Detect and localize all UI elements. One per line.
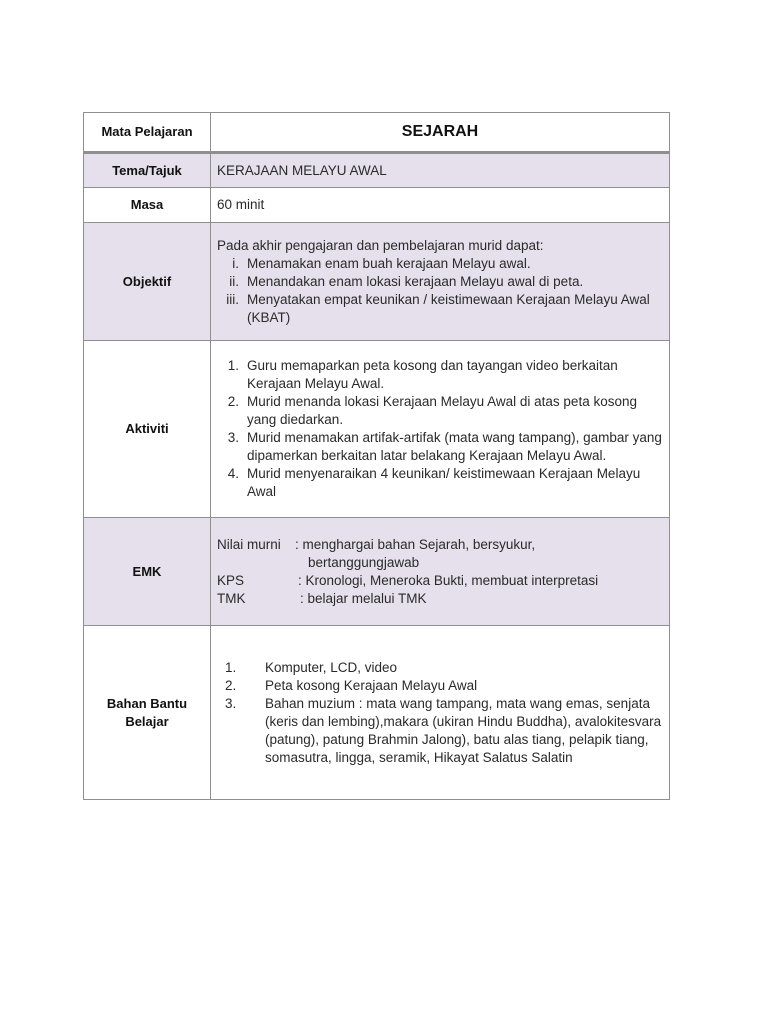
subject-value: SEJARAH xyxy=(211,113,670,153)
emk-key: TMK xyxy=(217,590,246,606)
row-theme xyxy=(84,153,670,188)
objective-intro: Pada akhir pengajaran dan pembelajaran murid dapat: xyxy=(217,237,544,253)
list-item: i. Menamakan enam buah kerajaan Melayu awal. xyxy=(232,255,531,271)
row-materials xyxy=(84,626,670,800)
list-item: 3. Bahan muzium : mata wang tampang, mata wang emas, senjata (keris dan lembing),makara (ukiran Hindu Buddha), avalokitesvara (patung), patung Brahmin Jalong), batu alas tiang, pelapik tiang, somasutra, lingga, seramik, Hikayat Salatus Salatin xyxy=(225,695,662,765)
materials-label: Bahan Bantu Belajar xyxy=(84,626,211,800)
emk-label: EMK xyxy=(84,518,211,626)
emk-key: Nilai murni xyxy=(217,536,281,552)
activity-label: Aktiviti xyxy=(84,341,211,518)
row-duration xyxy=(84,188,670,223)
list-item: 1. Komputer, LCD, video xyxy=(225,659,398,675)
row-emk xyxy=(84,518,670,626)
emk-key: KPS xyxy=(217,572,245,588)
list-item: iii. Menyatakan empat keunikan / keistimewaan Kerajaan Melayu Awal (KBAT) xyxy=(226,291,650,325)
duration-label: Masa xyxy=(84,188,211,223)
list-item: ii. Menandakan enam lokasi kerajaan Melayu awal di peta. xyxy=(229,273,584,289)
duration-value: 60 minit xyxy=(211,188,670,223)
emk-values-row xyxy=(217,536,663,554)
list-item: 2. Peta kosong Kerajaan Melayu Awal xyxy=(225,677,478,693)
list-item: 4. Murid menyenaraikan 4 keunikan/ keistimewaan Kerajaan Melayu Awal xyxy=(227,466,641,499)
objective-content xyxy=(211,223,670,341)
emk-values-continuation xyxy=(217,554,663,572)
materials-content xyxy=(211,626,670,800)
activity-list xyxy=(217,357,663,501)
row-objective xyxy=(84,223,670,341)
emk-value: : menghargai bahan Sejarah, bersyukur, xyxy=(295,536,536,552)
emk-value: : belajar melalui TMK xyxy=(300,590,427,606)
row-activity xyxy=(84,341,670,518)
objective-list xyxy=(217,255,663,327)
subject-label: Mata Pelajaran xyxy=(84,113,211,153)
activity-content xyxy=(211,341,670,518)
list-item: 3. Murid menamakan artifak-artifak (mata wang tampang), gambar yang dipamerkan berkaitan latar belakang Kerajaan Melayu Awal. xyxy=(227,430,662,463)
emk-tmk-row xyxy=(217,590,663,608)
theme-label: Tema/Tajuk xyxy=(84,153,211,188)
list-item: 2. Murid menanda lokasi Kerajaan Melayu Awal di atas peta kosong yang diedarkan. xyxy=(227,394,637,427)
emk-content xyxy=(211,518,670,626)
emk-value: : Kronologi, Meneroka Bukti, membuat interpretasi xyxy=(298,572,599,588)
objective-label: Objektif xyxy=(84,223,211,341)
list-item: 1. Guru memaparkan peta kosong dan tayangan video berkaitan Kerajaan Melayu Awal. xyxy=(227,358,618,391)
emk-kps-row xyxy=(217,572,663,590)
theme-value: KERAJAAN MELAYU AWAL xyxy=(211,153,670,188)
lesson-plan-table xyxy=(83,112,670,800)
emk-value-cont: bertanggungjawab xyxy=(308,554,420,570)
row-subject xyxy=(84,113,670,153)
materials-list xyxy=(217,659,663,767)
